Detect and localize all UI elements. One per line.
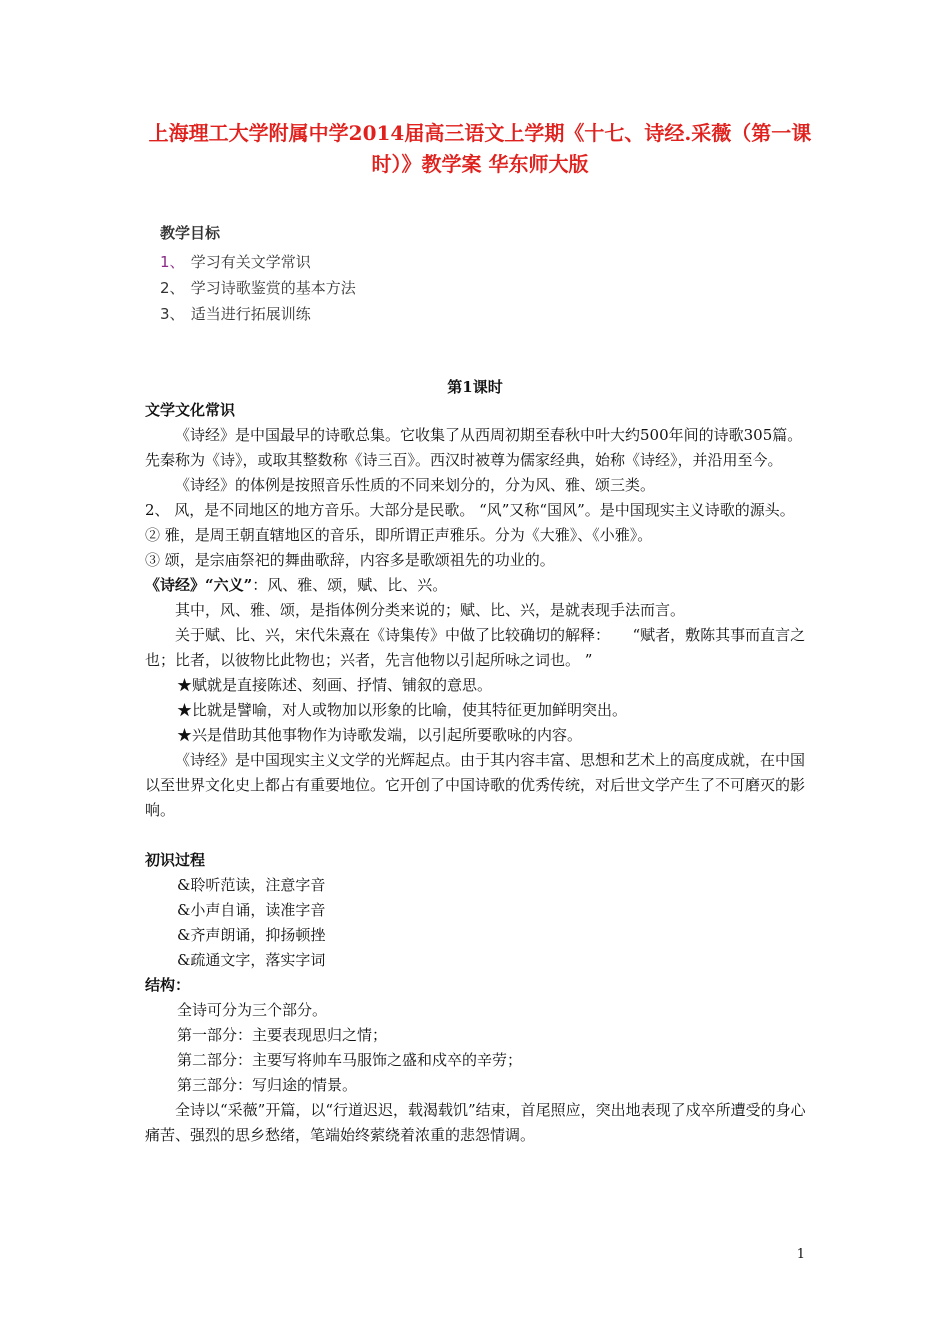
objectives-heading: 教学目标 — [160, 224, 221, 242]
liuyi-label: 《诗经》“六义” — [145, 576, 253, 594]
objective-text: 学习诗歌鉴赏的基本方法 — [190, 279, 356, 297]
objective-text: 适当进行拓展训练 — [190, 305, 311, 323]
objective-item — [160, 275, 560, 301]
list-item: &疏通文字，落实字词 — [177, 951, 326, 969]
paragraph: 全诗以“采薇”开篇，以“行道迟迟，载渴载饥”结束，首尾照应，突出地表现了戍卒所遭受的身心痛苦、强烈的思乡愁绪，笔端始终萦绕着浓重的悲怨情调。 — [145, 1101, 806, 1144]
structure-line: 第一部分：主要表现思归之情； — [177, 1026, 388, 1044]
paragraph: 《诗经》是中国现实主义文学的光辉起点。由于其内容丰富、思想和艺术上的高度成就，在中国以至世界文化史上都占有重要地位。它开创了中国诗歌的优秀传统，对后世文学产生了不可磨灭的影响。 — [145, 751, 806, 819]
liuyi-line — [145, 573, 810, 598]
page-number: 1 — [796, 1247, 805, 1262]
list-item: &齐声朗诵，抑扬顿挫 — [177, 926, 326, 944]
paragraph: 《诗经》的体例是按照音乐性质的不同来划分的，分为风、雅、颂三类。 — [175, 476, 656, 494]
liuyi-text: ：风、雅、颂，赋、比、兴。 — [252, 576, 448, 594]
objective-number: 2、 — [160, 279, 185, 297]
star-item: ★比就是譬喻，对人或物加以形象的比喻，使其特征更加鲜明突出。 — [177, 701, 628, 719]
section-heading-literature: 文学文化常识 — [145, 401, 236, 419]
list-item-ya: ② 雅，是周王朝直辖地区的音乐，即所谓正声雅乐。分为《大雅》、《小雅》。 — [145, 526, 653, 544]
list-item-feng: 2、 风，是不同地区的地方音乐。大部分是民歌。 “风”又称“国风”。是中国现实主义诗歌的源头。 — [145, 501, 795, 519]
paragraph: 《诗经》是中国最早的诗歌总集。它收集了从西周初期至春秋中叶大约500年间的诗歌305篇。先秦称为《诗》，或取其整数称《诗三百》。西汉时被尊为儒家经典，始称《诗经》，并沿用至今。 — [145, 426, 803, 469]
section-heading-process: 初识过程 — [145, 851, 206, 869]
paragraph: 其中，风、雅、颂，是指体例分类来说的；赋、比、兴，是就表现手法而言。 — [175, 601, 686, 619]
structure-line: 第三部分：写归途的情景。 — [177, 1076, 358, 1094]
objective-item — [160, 249, 560, 275]
document-title: 上海理工大学附属中学2014届高三语文上学期《十七、诗经.采薇（第一课时）》教学案 华东师大版 — [148, 121, 812, 176]
section-heading-structure: 结构： — [145, 976, 191, 994]
objective-number: 1、 — [160, 253, 185, 271]
objectives-block — [160, 222, 560, 327]
paragraph: 关于赋、比、兴，宋代朱熹在《诗集传》中做了比较确切的解释： “赋者，敷陈其事而直言之也；比者，以彼物比此物也；兴者，先言他物以引起所咏之词也。 ” — [145, 626, 806, 669]
spacer — [145, 823, 810, 848]
lesson-title: 第1课时 — [447, 378, 503, 396]
structure-line: 全诗可分为三个部分。 — [177, 1001, 328, 1019]
objective-item — [160, 301, 560, 327]
star-item: ★兴是借助其他事物作为诗歌发端，以引起所要歌咏的内容。 — [177, 726, 583, 744]
star-item: ★赋就是直接陈述、刻画、抒情、铺叙的意思。 — [177, 676, 493, 694]
document-body — [145, 398, 810, 1148]
structure-line: 第二部分：主要写将帅车马服饰之盛和戍卒的辛劳； — [177, 1051, 523, 1069]
list-item-song: ③ 颂，是宗庙祭祀的舞曲歌辞，内容多是歌颂祖先的功业的。 — [145, 551, 555, 569]
list-item: &聆听范读，注意字音 — [177, 876, 326, 894]
list-item: &小声自诵，读准字音 — [177, 901, 326, 919]
objective-number: 3、 — [160, 305, 185, 323]
objective-text: 学习有关文学常识 — [190, 253, 311, 271]
